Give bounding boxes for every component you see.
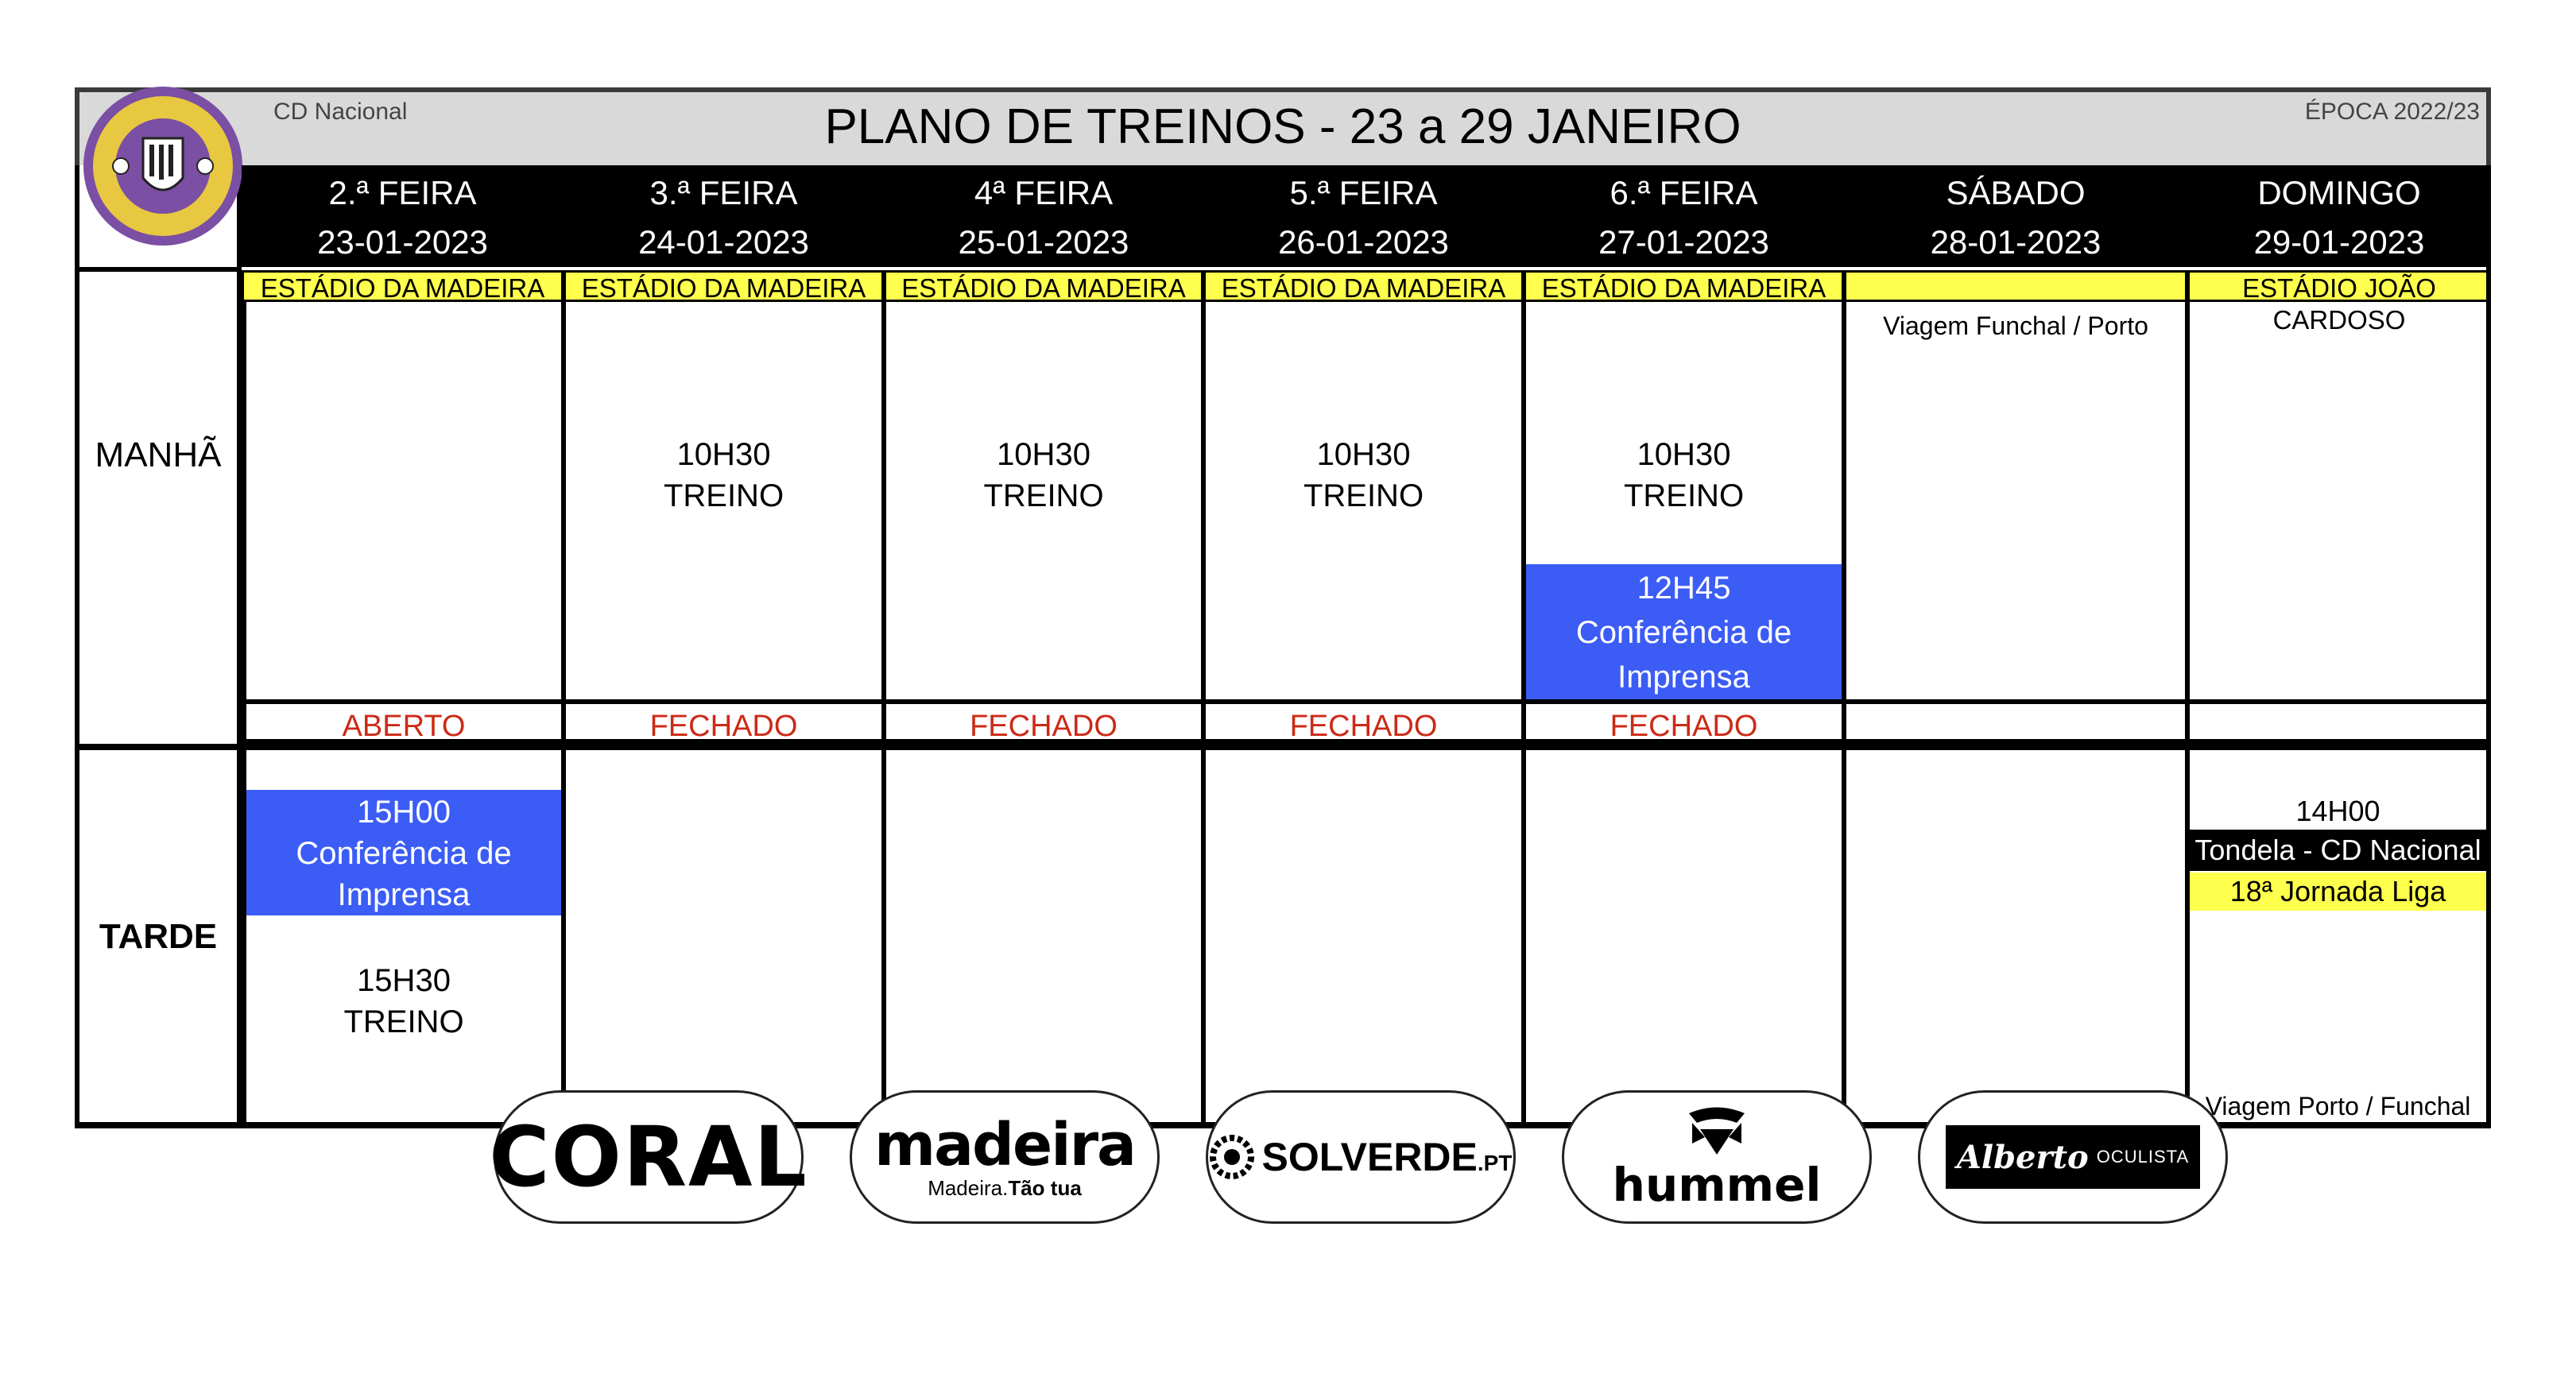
game-match: Tondela - CD Nacional <box>2190 830 2486 871</box>
status-tue: FECHADO <box>561 699 886 744</box>
game-time: 14H00 <box>2295 795 2380 827</box>
tagline-a: Madeira. <box>928 1175 1009 1200</box>
column-line <box>2486 165 2491 1128</box>
hummel-logo: hummel <box>1612 1158 1822 1212</box>
tagline-b: Tão tua <box>1008 1175 1082 1200</box>
status-sun <box>2185 699 2491 744</box>
day-name: 4ª FEIRA <box>974 174 1114 211</box>
status-wed: FECHADO <box>881 699 1206 744</box>
press-conference-mon <box>246 790 561 915</box>
press-line1: Conferência de <box>1575 615 1792 650</box>
training-time: 15H30 <box>357 963 451 998</box>
press-conference-fri <box>1526 564 1842 699</box>
venue-mon: ESTÁDIO DA MADEIRA <box>242 270 564 302</box>
day-name: 2.ª FEIRA <box>328 174 477 211</box>
press-line1: Conferência de <box>296 836 512 871</box>
page-title: PLANO DE TREINOS - 23 a 29 JANEIRO <box>824 99 1741 154</box>
travel-sat: Viagem Funchal / Porto <box>1883 312 2148 340</box>
sponsor-hummel[interactable] <box>1562 1090 1872 1224</box>
training-fri <box>1524 434 1844 517</box>
travel-sun: Viagem Porto / Funchal <box>2205 1092 2471 1120</box>
club-name: CD Nacional <box>273 99 408 125</box>
madeira-tagline <box>928 1176 1082 1201</box>
alberto-logo: Alberto <box>1956 1138 2089 1176</box>
sun-icon <box>1210 1135 1254 1179</box>
day-name: SÁBADO <box>1946 174 2086 211</box>
training-mon <box>246 960 561 1043</box>
training-label: TREINO <box>983 478 1104 513</box>
training-time: 10H30 <box>1637 437 1731 472</box>
day-date: 23-01-2023 <box>317 223 488 261</box>
day-header-sun <box>2187 165 2491 267</box>
day-date: 29-01-2023 <box>2253 223 2425 261</box>
solverde-suffix: .PT <box>1477 1151 1513 1175</box>
training-time: 10H30 <box>1316 437 1411 472</box>
day-header-fri <box>1524 165 1844 267</box>
venue-wed: ESTÁDIO DA MADEIRA <box>884 270 1203 302</box>
day-name: 5.ª FEIRA <box>1289 174 1438 211</box>
afternoon-label: TARDE <box>99 917 218 956</box>
day-name: 6.ª FEIRA <box>1610 174 1758 211</box>
alberto-suffix: OCULISTA <box>2096 1147 2190 1167</box>
training-time: 10H30 <box>676 437 771 472</box>
training-label: TREINO <box>663 478 784 513</box>
morning-label: MANHÃ <box>95 435 222 474</box>
day-date: 27-01-2023 <box>1598 223 1769 261</box>
madeira-logo: madeira <box>874 1110 1135 1179</box>
day-date: 26-01-2023 <box>1278 223 1449 261</box>
divider <box>75 267 242 272</box>
venue-sun: ESTÁDIO JOÃO CARDOSO <box>2187 270 2491 302</box>
training-tue <box>564 434 884 517</box>
press-time: 15H00 <box>357 795 451 830</box>
day-header-sat <box>1844 165 2187 267</box>
status-fri: FECHADO <box>1521 699 1846 744</box>
status-sat <box>1842 699 2190 744</box>
alberto-logo-box <box>1946 1125 2200 1189</box>
training-thu <box>1203 434 1524 517</box>
venue-fri: ESTÁDIO DA MADEIRA <box>1524 270 1844 302</box>
press-line2: Imprensa <box>337 877 471 912</box>
bee-icon <box>1681 1105 1753 1161</box>
sponsor-madeira[interactable] <box>850 1090 1160 1224</box>
press-line2: Imprensa <box>1617 660 1750 695</box>
day-date: 24-01-2023 <box>638 223 809 261</box>
training-label: TREINO <box>343 1004 464 1039</box>
day-header-thu <box>1203 165 1524 267</box>
press-time: 12H45 <box>1637 571 1731 606</box>
sponsor-solverde[interactable] <box>1206 1090 1516 1224</box>
venue-tue: ESTÁDIO DA MADEIRA <box>564 270 884 302</box>
day-name: 3.ª FEIRA <box>649 174 798 211</box>
day-header-wed <box>884 165 1203 267</box>
sponsor-alberto[interactable] <box>1918 1090 2228 1224</box>
venue-thu: ESTÁDIO DA MADEIRA <box>1203 270 1524 302</box>
training-time: 10H30 <box>997 437 1090 472</box>
training-wed <box>884 434 1203 517</box>
club-crest-icon <box>79 83 246 250</box>
day-header-mon <box>242 165 564 267</box>
status-mon: ABERTO <box>242 699 566 744</box>
day-date: 28-01-2023 <box>1930 223 2101 261</box>
solverde-logo: SOLVERDE <box>1261 1135 1478 1179</box>
day-date: 25-01-2023 <box>958 223 1129 261</box>
game-round: 18ª Jornada Liga <box>2190 873 2486 911</box>
coral-logo: CORAL <box>489 1109 808 1205</box>
venue-sat <box>1844 270 2187 302</box>
training-plan-sheet <box>75 87 2491 1128</box>
period-column <box>75 165 242 1128</box>
sponsor-coral[interactable] <box>489 1090 808 1224</box>
day-name: DOMINGO <box>2257 174 2421 211</box>
training-label: TREINO <box>1623 478 1745 513</box>
training-label: TREINO <box>1303 478 1424 513</box>
day-header-tue <box>564 165 884 267</box>
status-thu: FECHADO <box>1201 699 1526 744</box>
season-label: ÉPOCA 2022/23 <box>2304 99 2480 125</box>
